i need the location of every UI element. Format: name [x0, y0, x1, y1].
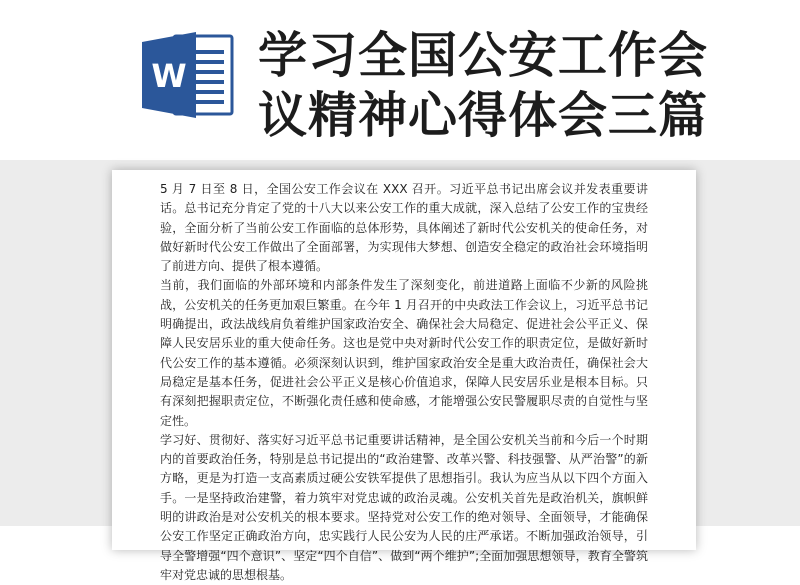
page-title [258, 26, 778, 146]
word-document-icon [138, 30, 236, 120]
title-line-2: 议精神心得体会三篇 [258, 87, 709, 144]
header-banner [0, 0, 800, 160]
word-icon-letter: W [151, 57, 187, 95]
title-line-1: 学习全国公安工作会 [258, 27, 709, 84]
document-body [160, 180, 648, 585]
document-page [112, 170, 696, 582]
paragraph: 学习好、贯彻好、落实好习近平总书记重要讲话精神，是全国公安机关当前和今后一个时期内的首要政治任务，特别是总书记提出的“政治建警、改革兴警、科技强警、从严治警”的新方略，更是为打造一支高素质过硬公安铁军提供了思想指引。我认为应当从以下四个方面入手。一是坚持政治建警，着力筑牢对党忠诚的政治灵魂。公安机关首先是政治机关，旗帜鲜明的讲政治是对公安机关的根本要求。坚持党对公安工作的绝对领导、全面领导，才能确保公安工作坚定正确政治方向，忠实践行人民公安为人民的庄严承诺。不断加强政治领导，引导全警增强“四个意识”、坚定“四个自信”、做到“两个维护”;全面加强思想领导，教育全警筑牢对党忠诚的思想根基。 [160, 432, 648, 582]
paragraph: 当前，我们面临的外部环境和内部条件发生了深刻变化，前进道路上面临不少新的风险挑战，公安机关的任务更加艰巨繁重。在今年 1 月召开的中央政法工作会议上，习近平总书记明确提出，政法战线肩负着维护国家政治安全、确保社会大局稳定、促进社会公平正义、保障人民安居乐业的重大使命任务。这也是党中央对新时代公安工作的职责定位，是做好新时代公安工作的基本遵循。必须深刻认识到，维护国家政治安全是重大政治责任，确保社会大局稳定是基本任务，促进社会公平正义是核心价值追求，保障人民安居乐业是根本目标。只有深刻把握职责定位，不断强化责任感和使命感，才能增强公安民警履职尽责的自觉性与坚定性。 [160, 278, 648, 428]
paragraph: 5 月 7 日至 8 日，全国公安工作会议在 XXX 召开。习近平总书记出席会议并发表重要讲话。总书记充分肯定了党的十八大以来公安工作的重大成就，深入总结了公安工作的宝贵经验，全面分析了当前公安工作面临的总体形势，具体阐述了新时代公安机关的使命任务，对做好新时代公安工作做出了全面部署，为实现伟大梦想、创造安全稳定的政治社会环境指明了前进方向、提供了根本遵循。 [160, 182, 648, 274]
